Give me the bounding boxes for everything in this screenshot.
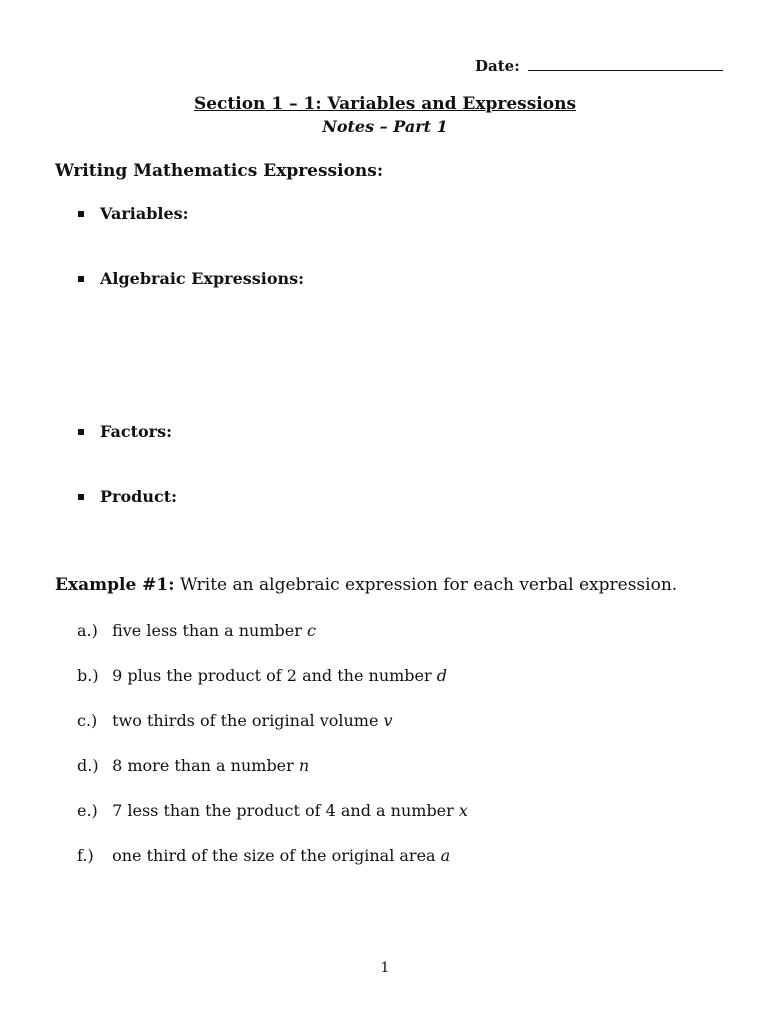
- bullet-square-icon: [78, 494, 84, 500]
- bullet-variables: [78, 204, 189, 223]
- topic-heading: Writing Mathematics Expressions:: [55, 161, 384, 181]
- item-text: 8 more than a number: [112, 756, 299, 775]
- bullet-label: Product:: [100, 487, 177, 506]
- example-item-f: [77, 846, 450, 865]
- section-title-text: Section 1 – 1: Variables and Expressions: [193, 94, 577, 114]
- item-text: 9 plus the product of 2 and the number: [112, 666, 437, 685]
- item-label: a.): [77, 621, 98, 640]
- bullet-square-icon: [78, 211, 84, 217]
- bullet-label: Variables:: [100, 204, 189, 223]
- date-blank-line[interactable]: [528, 58, 723, 71]
- page-number: 1: [380, 960, 390, 976]
- section-subtitle: Notes – Part 1: [322, 117, 448, 136]
- item-text: one third of the size of the original area: [112, 846, 441, 865]
- item-text: two thirds of the original volume: [112, 711, 384, 730]
- date-label: Date:: [475, 57, 520, 75]
- date-field: [475, 57, 723, 75]
- item-text: five less than a number: [112, 621, 307, 640]
- example-instruction: Write an algebraic expression for each verbal expression.: [179, 575, 678, 595]
- item-text: 7 less than the product of 4 and a number: [112, 801, 459, 820]
- item-variable: c: [306, 621, 316, 640]
- bullet-algebraic-expressions: [78, 269, 304, 288]
- item-variable: x: [458, 801, 468, 820]
- example-label: Example #1:: [55, 575, 175, 595]
- bullet-product: [78, 487, 177, 506]
- bullet-label: Factors:: [100, 422, 172, 441]
- example-item-e: [77, 801, 468, 820]
- bullet-label: Algebraic Expressions:: [100, 269, 305, 288]
- example-item-a: [77, 621, 316, 640]
- bullet-square-icon: [78, 429, 84, 435]
- item-label: d.): [77, 756, 99, 775]
- item-label: b.): [77, 666, 99, 685]
- example-item-d: [77, 756, 309, 775]
- example-item-b: [77, 666, 447, 685]
- bullet-square-icon: [78, 276, 84, 282]
- example-prompt: [55, 575, 677, 595]
- item-label: c.): [77, 711, 98, 730]
- item-variable: a: [440, 846, 451, 865]
- bullet-factors: [78, 422, 172, 441]
- item-variable: n: [298, 756, 310, 775]
- section-title: [0, 94, 770, 114]
- item-label: f.): [77, 846, 94, 865]
- item-variable: d: [436, 666, 447, 685]
- item-variable: v: [383, 711, 393, 730]
- example-item-c: [77, 711, 393, 730]
- item-label: e.): [77, 801, 98, 820]
